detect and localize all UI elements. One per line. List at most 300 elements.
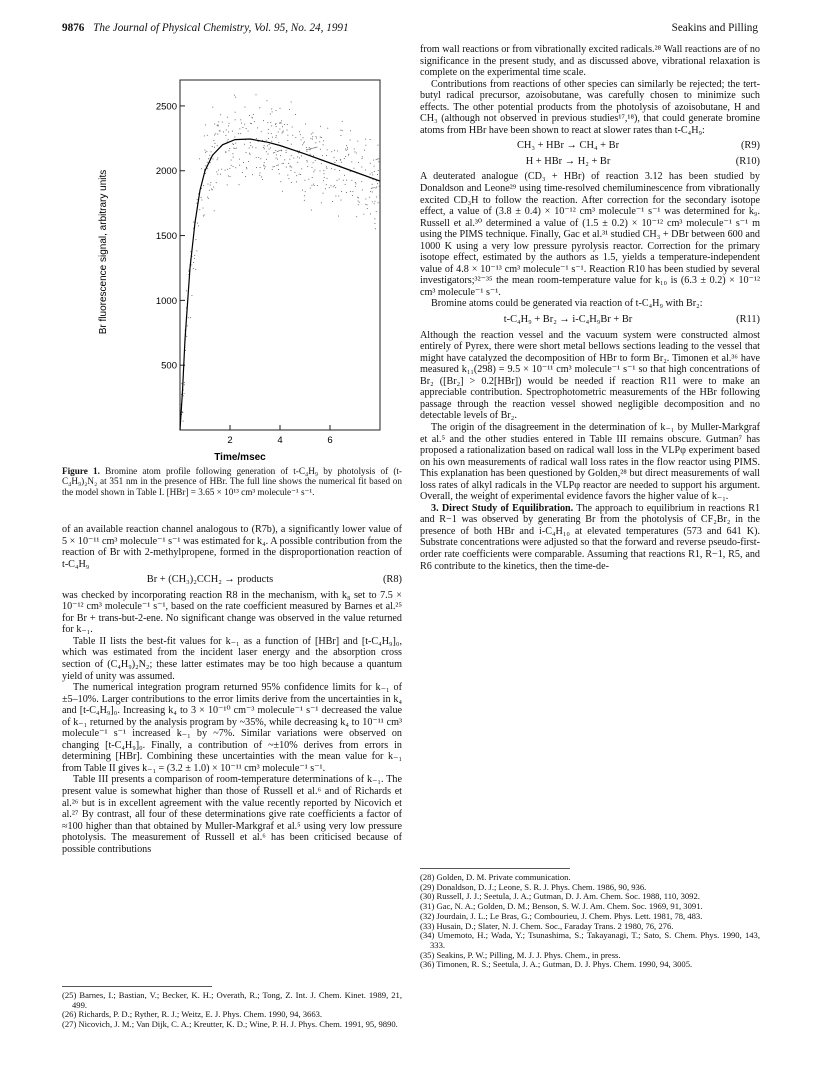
data-point (283, 163, 284, 164)
data-point (220, 131, 221, 132)
data-point (341, 191, 342, 192)
data-point (287, 124, 288, 125)
data-point (228, 176, 229, 177)
data-point (358, 201, 359, 202)
data-point (248, 131, 249, 132)
data-point (190, 251, 191, 252)
data-point (252, 147, 253, 148)
data-point (279, 129, 280, 130)
data-point (239, 184, 240, 185)
data-point (348, 154, 349, 155)
data-point (218, 126, 219, 127)
data-point (304, 200, 305, 201)
data-point (259, 175, 260, 176)
data-point (206, 151, 207, 152)
data-point (185, 350, 186, 351)
data-point (345, 156, 346, 157)
data-point (374, 201, 375, 202)
left-references (62, 986, 402, 1030)
left-paragraph-3: Table II lists the best-fit values for k₋₁ as a function of [HBr] and [t-C₄H₉]₀, which was estimated from the incident laser energy and the absorption cross section of (C₄H₉)₂N₂; these latter estimates may be too high because a quantum yield of unity was assumed. (62, 635, 402, 682)
data-point (326, 155, 327, 156)
data-point (203, 208, 204, 209)
data-point (274, 152, 275, 153)
data-point (358, 197, 359, 198)
data-point (307, 166, 308, 167)
data-point (281, 150, 282, 151)
data-point (294, 172, 295, 173)
data-point (299, 131, 300, 132)
data-point (214, 210, 215, 211)
right-paragraph-6: The origin of the disagreement in the determination of k₋₁ by Muller-Markgraf et al.⁵ and the other studies entered in Table III remains obscure. Gutman⁷ has proposed a rationalization based on radical wall loss in the VLPφ experiment based on his own measurements of radical wall loss rates in the flow reactor using PIMS. This explanation has been questioned by Golden,²⁸ but direct measurements of wall loss rates of alkyl radicals in the VLPφ reactor are needed to support his argument. Overall, the weight of experimental evidence favors the higher value of k₋₁. (420, 421, 760, 503)
data-point (302, 190, 303, 191)
data-point (297, 157, 298, 158)
data-point (276, 123, 277, 124)
data-point (377, 183, 378, 184)
data-point (246, 167, 247, 168)
data-point (256, 94, 257, 95)
data-point (320, 126, 321, 127)
data-point (313, 155, 314, 156)
data-point (347, 149, 348, 150)
data-point (281, 120, 282, 121)
data-point (346, 150, 347, 151)
data-point (232, 143, 233, 144)
data-point (183, 421, 184, 422)
equation-r11 (420, 314, 760, 326)
data-point (231, 160, 232, 161)
data-point (380, 199, 381, 200)
data-point (313, 162, 314, 163)
data-point (329, 187, 330, 188)
data-point (361, 181, 362, 182)
data-point (324, 173, 325, 174)
figure-caption-text: Bromine atom profile following generation of t-C₄H₉ by photolysis of (t-C₄H₉)₂N₂ at 351 nm in the presence of HBr. The full line shows the numerical fit based on the model shown in Table I. [HBr] = 3.65 × 10¹³ cm³ molecule⁻¹ s⁻¹. (62, 466, 402, 497)
data-point (313, 148, 314, 149)
data-point (355, 183, 356, 184)
data-point (269, 149, 270, 150)
data-point (291, 144, 292, 145)
data-point (372, 174, 373, 175)
data-point (196, 250, 197, 251)
data-point (211, 151, 212, 152)
reference-34: (34) Umemoto, H.; Wada, Y.; Tsunashima, S.; Takayanagi, T.; Sato, S. Chem. Phys. 1990, 143, 333. (420, 930, 760, 950)
data-point (199, 158, 200, 159)
data-point (212, 107, 213, 108)
data-point (308, 179, 309, 180)
data-point (284, 159, 285, 160)
data-point (249, 148, 250, 149)
data-point (340, 130, 341, 131)
right-paragraph-4: Bromine atoms could be generated via reaction of t-C₄H₉ with Br₂: (431, 298, 703, 310)
journal-citation: The Journal of Physical Chemistry, Vol. 95, No. 24, 1991 (93, 22, 349, 34)
data-point (239, 159, 240, 160)
data-point (258, 141, 259, 142)
data-point (310, 138, 311, 139)
data-point (298, 152, 299, 153)
data-point (376, 159, 377, 160)
data-point (266, 159, 267, 160)
footnote-rule (420, 868, 570, 869)
data-point (356, 216, 357, 217)
data-point (321, 202, 322, 203)
data-point (312, 177, 313, 178)
data-point (332, 201, 333, 202)
data-point (260, 173, 261, 174)
data-point (184, 384, 185, 385)
right-paragraph-7 (420, 503, 760, 572)
data-point (229, 150, 230, 151)
data-point (310, 148, 311, 149)
data-point (236, 148, 237, 149)
reference-27: (27) Nicovich, J. M.; Van Dijk, C. A.; Kreutter, K. D.; Wine, P. H. J. Phys. Chem. 1991, 95, 9890. (62, 1019, 398, 1030)
data-point (197, 203, 198, 204)
data-point (358, 204, 359, 205)
data-point (302, 144, 303, 145)
fit-curve (180, 139, 380, 430)
data-point (229, 168, 230, 169)
y-tick-label: 500 (161, 360, 177, 372)
data-point (234, 137, 235, 138)
reference-30: (30) Russell, J. J.; Seetula, J. A.; Gutman, D. J. Am. Chem. Soc. 1988, 110, 3092. (420, 891, 700, 902)
data-point (307, 151, 308, 152)
data-point (201, 200, 202, 201)
y-tick-label: 2000 (155, 166, 177, 178)
data-point (325, 188, 326, 189)
data-point (208, 158, 209, 159)
reference-32: (32) Jourdain, J. L.; Le Bras, G.; Combourieu, J. Chem. Phys. Lett. 1981, 78, 483. (420, 910, 703, 921)
data-point (335, 187, 336, 188)
left-paragraph-4: The numerical integration program returned 95% confidence limits for k₋₁ of ±5–10%. Larger contributions to the error limits derive from the uncertainties in k₄ and [t-C₄H₉]₀. Increasing k₄ to 3 × 10⁻¹⁰ cm⁻³ molecule⁻¹ s⁻¹ decreased the value of k₋₁ returned by the analysis program by ~35%, while decreasing k₄ to 10⁻¹¹ cm³ molecule⁻¹ s⁻¹ increased k₋₁ by ~7%. Similar variations were observed on changing [t-C₄H₉]₀. Finally, a contribution of ~±10% derives from errors in determining [HBr]. Combining these uncertainties with the mean value for k₋₁ from Table II gives k₋₁ = (3.2 ± 1.0) × 10⁻¹¹ cm³ molecule⁻¹ s⁻¹. (62, 682, 402, 774)
data-point (334, 185, 335, 186)
data-point (312, 136, 313, 137)
data-point (286, 167, 287, 168)
data-point (333, 186, 334, 187)
data-point (291, 182, 292, 183)
data-point (295, 137, 296, 138)
data-point (290, 170, 291, 171)
data-point (327, 178, 328, 179)
data-point (306, 149, 307, 150)
data-point (264, 148, 265, 149)
data-point (217, 174, 218, 175)
data-point (252, 174, 253, 175)
data-point (352, 191, 353, 192)
data-point (274, 166, 275, 167)
section-3-text: The approach to equilibrium in reactions R1 and R−1 was observed by generating Br from the photolysis of CF₂Br₂ in the presence of both HBr and i-C₄H₁₀ at elevated temperatures (573 and 641 K). Substrate concentrations were adjusted so that the forward and reverse pseudo-first-order rate coefficients were comparable. Assuming that reactions R1, R−1, R5, and R6 contribute to the kinetics, then the time-de- (420, 502, 761, 572)
data-point (375, 187, 376, 188)
data-point (227, 141, 228, 142)
data-point (327, 128, 328, 129)
data-point (286, 150, 287, 151)
data-point (278, 142, 279, 143)
data-point (355, 182, 356, 183)
data-point (182, 412, 183, 413)
data-point (327, 149, 328, 150)
data-point (334, 150, 335, 151)
data-point (271, 133, 272, 134)
data-point (253, 114, 254, 115)
data-point (311, 134, 312, 135)
data-point (316, 147, 317, 148)
data-point (365, 169, 366, 170)
data-point (304, 141, 305, 142)
data-point (226, 129, 227, 130)
figure-1-caption (62, 466, 402, 497)
data-point (216, 171, 217, 172)
data-point (191, 265, 192, 266)
data-point (340, 160, 341, 161)
data-point (305, 124, 306, 125)
data-point (340, 135, 341, 136)
data-point (284, 124, 285, 125)
data-point (282, 133, 283, 134)
data-point (331, 151, 332, 152)
data-point (276, 158, 277, 159)
data-point (289, 109, 290, 110)
data-point (370, 174, 371, 175)
data-point (334, 162, 335, 163)
data-point (246, 152, 247, 153)
data-point (303, 143, 304, 144)
data-point (342, 130, 343, 131)
data-point (184, 382, 185, 383)
data-point (320, 137, 321, 138)
data-point (280, 108, 281, 109)
data-point (239, 128, 240, 129)
data-point (313, 184, 314, 185)
data-point (356, 153, 357, 154)
data-point (208, 184, 209, 185)
data-point (272, 169, 273, 170)
data-point (322, 155, 323, 156)
data-point (227, 184, 228, 185)
data-point (256, 138, 257, 139)
data-point (378, 145, 379, 146)
data-point (235, 167, 236, 168)
data-point (319, 141, 320, 142)
data-point (267, 145, 268, 146)
data-point (204, 215, 205, 216)
data-point (270, 122, 271, 123)
x-tick-label: 2 (227, 435, 233, 446)
data-point (278, 165, 279, 166)
equation-r9 (420, 140, 760, 152)
data-point (304, 180, 305, 181)
data-point (272, 111, 273, 112)
data-point (248, 161, 249, 162)
data-point (193, 268, 194, 269)
data-point (279, 150, 280, 151)
data-point (225, 152, 226, 153)
chart-x-axis-label: Time/msec (214, 452, 266, 463)
page-number: 9876 (62, 22, 85, 34)
data-point (209, 190, 210, 191)
data-point (256, 157, 257, 158)
data-point (323, 140, 324, 141)
data-point (374, 171, 375, 172)
data-point (312, 132, 313, 133)
data-point (263, 147, 264, 148)
data-point (242, 172, 243, 173)
data-point (338, 216, 339, 217)
data-point (350, 140, 351, 141)
data-point (295, 114, 296, 115)
data-point (337, 151, 338, 152)
data-point (280, 155, 281, 156)
data-point (314, 170, 315, 171)
equation-r10 (420, 156, 760, 168)
data-point (195, 269, 196, 270)
data-point (233, 148, 234, 149)
data-point (194, 258, 195, 259)
data-point (205, 152, 206, 153)
data-point (291, 102, 292, 103)
data-point (378, 202, 379, 203)
data-point (186, 336, 187, 337)
data-point (292, 135, 293, 136)
data-point (214, 124, 215, 125)
data-point (257, 127, 258, 128)
data-point (227, 117, 228, 118)
right-paragraph-1: from wall reactions or from vibrationally excited radicals.²⁸ Wall reactions are of no significance in the present study, and as discussed above, vibrational relaxation is complete on the experimental time scale. (420, 44, 760, 79)
data-point (323, 180, 324, 181)
data-point (217, 159, 218, 160)
data-point (235, 112, 236, 113)
data-point (282, 191, 283, 192)
data-point (330, 185, 331, 186)
data-point (378, 170, 379, 171)
data-point (275, 150, 276, 151)
data-point (263, 120, 264, 121)
data-point (223, 131, 224, 132)
data-point (362, 156, 363, 157)
data-point (264, 145, 265, 146)
data-point (201, 168, 202, 169)
data-point (301, 155, 302, 156)
data-point (210, 162, 211, 163)
data-point (362, 189, 363, 190)
data-point (270, 114, 271, 115)
right-column (420, 44, 760, 572)
data-point (204, 169, 205, 170)
data-point (307, 162, 308, 163)
chart-fit-line (180, 139, 380, 430)
data-point (374, 223, 375, 224)
data-point (279, 173, 280, 174)
data-point (193, 222, 194, 223)
data-point (351, 161, 352, 162)
data-point (213, 187, 214, 188)
data-point (372, 184, 373, 185)
data-point (264, 168, 265, 169)
data-point (266, 140, 267, 141)
data-point (235, 143, 236, 144)
data-point (303, 137, 304, 138)
data-point (212, 146, 213, 147)
data-point (261, 131, 262, 132)
data-point (225, 151, 226, 152)
data-point (210, 182, 211, 183)
data-point (376, 180, 377, 181)
chart-y-axis-label: Br fluorescence signal, arbitrary units (98, 169, 109, 335)
data-point (269, 144, 270, 145)
data-point (323, 170, 324, 171)
data-point (347, 147, 348, 148)
data-point (309, 149, 310, 150)
data-point (275, 124, 276, 125)
data-point (259, 107, 260, 108)
data-point (222, 122, 223, 123)
data-point (370, 213, 371, 214)
data-point (306, 160, 307, 161)
data-point (249, 115, 250, 116)
data-point (211, 189, 212, 190)
data-point (346, 145, 347, 146)
data-point (287, 135, 288, 136)
data-point (250, 123, 251, 124)
data-point (355, 186, 356, 187)
reference-29: (29) Donaldson, D. J.; Leone, S. R. J. Phys. Chem. 1986, 90, 936. (420, 881, 647, 892)
data-point (263, 165, 264, 166)
data-point (296, 175, 297, 176)
data-point (195, 239, 196, 240)
data-point (218, 121, 219, 122)
data-point (315, 160, 316, 161)
data-point (209, 155, 210, 156)
chart-scatter-points (181, 94, 381, 421)
data-point (235, 97, 236, 98)
right-paragraph-2: Contributions from reactions of other species can similarly be rejected; the tert-butyl radical precursor, azoisobutane, was carefully chosen to minimize such effects. The other potential products from the photolysis of azoisobutane, H and CH₃ (although not observed in previous studies¹⁷,¹⁸), that could generate bromine atoms from HBr have been shown to react at slower rates than t-C₄H₉: (420, 78, 760, 136)
data-point (276, 126, 277, 127)
data-point (214, 147, 215, 148)
data-point (377, 159, 378, 160)
data-point (183, 395, 184, 396)
data-point (205, 124, 206, 125)
data-point (310, 188, 311, 189)
data-point (191, 295, 192, 296)
data-point (339, 170, 340, 171)
data-point (233, 166, 234, 167)
data-point (260, 158, 261, 159)
data-point (306, 147, 307, 148)
reference-35: (35) Seakins, P. W.; Pilling, M. J. J. Phys. Chem., in press. (420, 949, 621, 960)
data-point (364, 150, 365, 151)
data-point (258, 157, 259, 158)
data-point (271, 109, 272, 110)
data-point (203, 216, 204, 217)
data-point (277, 151, 278, 152)
data-point (354, 151, 355, 152)
right-references (420, 868, 760, 970)
data-point (367, 204, 368, 205)
left-paragraph-5: Table III presents a comparison of room-temperature determinations of k₋₁. The present value is somewhat higher than those of Russell et al.⁶ and of Richards et al.²⁶ but is in excellent agreement with the value recently reported by Nicovich et al.²⁷ By contrast, all four of these determinations give rate coefficients a factor of ≈100 higher than that obtained by Muller-Markgraf et al.⁵ using very low pressure photolysis. The measurement of Russell et al.⁶ has been criticised because of possible contributions (62, 774, 402, 855)
data-point (207, 168, 208, 169)
data-point (342, 121, 343, 122)
data-point (246, 168, 247, 169)
data-point (240, 119, 241, 120)
data-point (304, 195, 305, 196)
data-point (378, 158, 379, 159)
data-point (358, 162, 359, 163)
data-point (256, 167, 257, 168)
data-point (372, 172, 373, 173)
x-tick-label: 4 (277, 435, 283, 446)
data-point (365, 199, 366, 200)
data-point (376, 187, 377, 188)
equation-r9-expr: CH₃ + HBr → CH₄ + Br (516, 140, 620, 152)
data-point (276, 135, 277, 136)
data-point (363, 214, 364, 215)
